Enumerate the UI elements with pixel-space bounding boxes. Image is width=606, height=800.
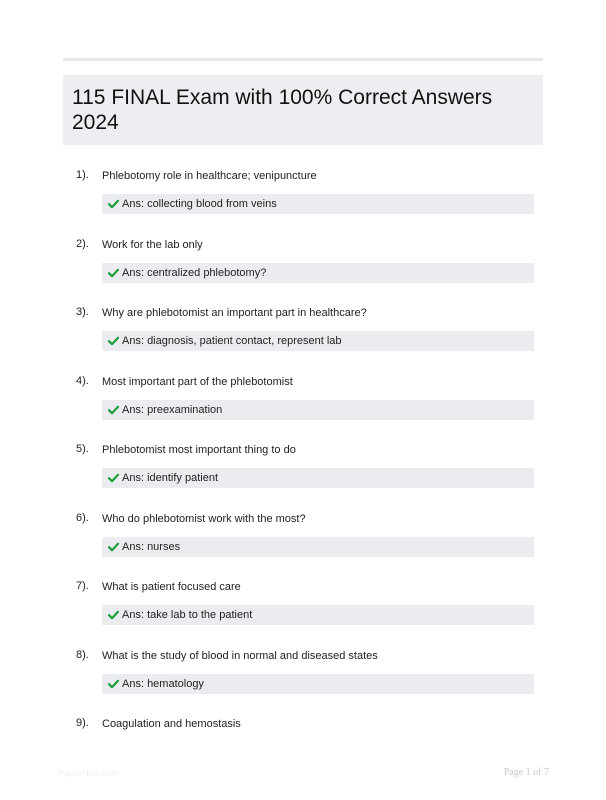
answer-box: [102, 194, 534, 214]
qa-item: [0, 648, 606, 708]
question-number: 1).: [76, 169, 89, 181]
question-text: Phlebotomist most important thing to do: [102, 444, 296, 456]
question-number: 4).: [76, 375, 89, 387]
title-banner: [63, 75, 543, 145]
answer-text: Ans: diagnosis, patient contact, represent lab: [122, 335, 342, 347]
answer-text: Ans: take lab to the patient: [122, 609, 253, 621]
checkmark-icon: [108, 473, 119, 483]
answer-text: Ans: preexamination: [122, 404, 223, 416]
qa-item: [0, 442, 606, 502]
question-text: Who do phlebotomist work with the most?: [102, 513, 306, 525]
question-number: 9).: [76, 717, 89, 729]
question-text: Coagulation and hemostasis: [102, 718, 241, 730]
answer-text: Ans: identify patient: [122, 472, 219, 484]
question-text: Phlebotomy role in healthcare; venipuncture: [102, 170, 317, 182]
answer-box: [102, 400, 534, 420]
qa-item: [0, 305, 606, 365]
qa-item: [0, 579, 606, 639]
question-text: What is the study of blood in normal and diseased states: [102, 650, 378, 662]
answer-box: [102, 468, 534, 488]
question-number: 6).: [76, 512, 89, 524]
answer-text: Ans: centralized phlebotomy?: [122, 267, 267, 279]
answer-box: [102, 263, 534, 283]
qa-item: [0, 237, 606, 297]
answer-text: Ans: hematology: [122, 678, 204, 690]
checkmark-icon: [108, 268, 119, 278]
answer-box: [102, 331, 534, 351]
top-divider: [63, 58, 543, 61]
checkmark-icon: [108, 405, 119, 415]
checkmark-icon: [108, 542, 119, 552]
question-text: Most important part of the phlebotomist: [102, 376, 293, 388]
qa-item: [0, 374, 606, 434]
question-number: 3).: [76, 306, 89, 318]
checkmark-icon: [108, 199, 119, 209]
answer-box: [102, 674, 534, 694]
answer-box: [102, 605, 534, 625]
question-number: 5).: [76, 443, 89, 455]
answer-box: [102, 537, 534, 557]
page-number: Page 1 of 7: [503, 767, 549, 778]
question-number: 8).: [76, 649, 89, 661]
qa-item: [0, 168, 606, 228]
answer-text: Ans: nurses: [122, 541, 181, 553]
checkmark-icon: [108, 610, 119, 620]
question-text: Why are phlebotomist an important part in healthcare?: [102, 307, 367, 319]
question-number: 7).: [76, 580, 89, 592]
checkmark-icon: [108, 336, 119, 346]
answer-text: Ans: collecting blood from veins: [122, 198, 277, 210]
question-number: 2).: [76, 238, 89, 250]
document-title: 115 FINAL Exam with 100% Correct Answers 2024: [72, 86, 493, 134]
checkmark-icon: [108, 679, 119, 689]
footer-watermark: PaperNow.com: [58, 768, 120, 778]
question-text: What is patient focused care: [102, 581, 241, 593]
question-text: Work for the lab only: [102, 239, 203, 251]
qa-item: [0, 511, 606, 571]
